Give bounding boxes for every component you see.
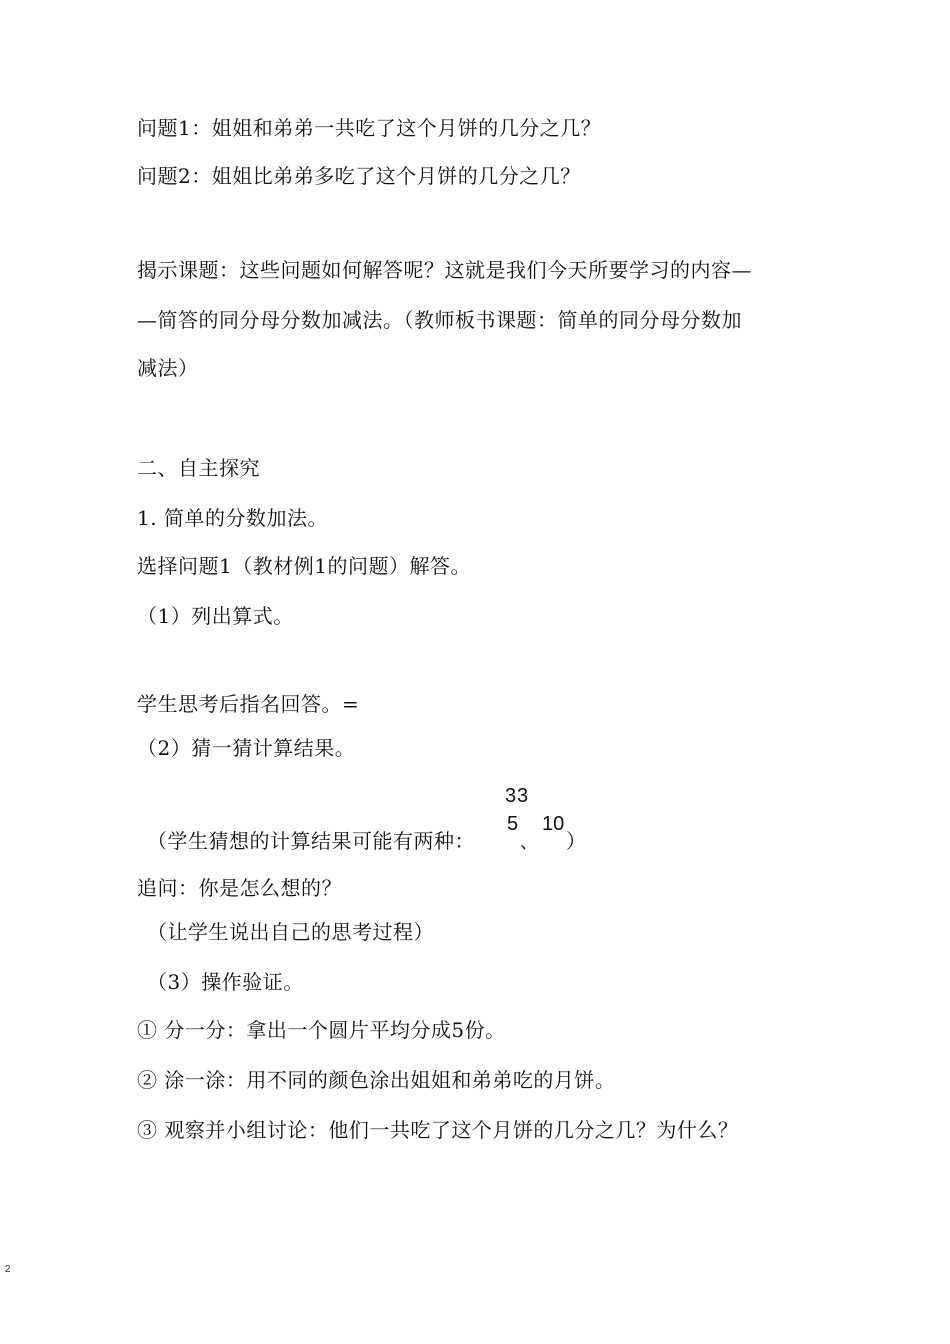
fraction-2-denominator: 10: [542, 813, 565, 835]
topic-line-1: 揭示课题：这些问题如何解答呢？这就是我们今天所要学习的内容—: [137, 258, 752, 282]
activity-1-line: ① 分一分：拿出一个圆片平均分成5份。: [137, 1018, 506, 1042]
subsection-heading: 1. 简单的分数加法。: [137, 506, 328, 530]
question-1: 问题1：姐姐和弟弟一共吃了这个月饼的几分之几？: [137, 116, 602, 140]
step-3-line: （3）操作验证。: [147, 970, 304, 994]
step-1-line: （1）列出算式。: [137, 604, 294, 628]
guess-separator: 、: [520, 832, 539, 853]
page-number: 2: [5, 1264, 11, 1275]
section-heading: 二、自主探究: [137, 456, 260, 480]
guess-prefix: （学生猜想的计算结果可能有两种：: [147, 829, 475, 853]
fraction-2-numerator: 3: [517, 785, 529, 807]
question-2: 问题2：姐姐比弟弟多吃了这个月饼的几分之几？: [137, 164, 581, 188]
follow-up-question: 追问：你是怎么想的？: [137, 876, 342, 900]
fraction-1-denominator: 5: [507, 813, 519, 835]
topic-line-2: —简答的同分母分数加减法。（教师板书课题：简单的同分母分数加: [137, 308, 742, 332]
topic-line-3: 减法）: [137, 356, 199, 380]
student-answer-line: 学生思考后指名回答。=: [137, 692, 360, 716]
choose-question-line: 选择问题1（教材例1的问题）解答。: [137, 554, 471, 578]
step-2-line: （2）猜一猜计算结果。: [137, 736, 356, 760]
fraction-1-numerator: 3: [505, 785, 517, 807]
activity-3-line: ③ 观察并小组讨论：他们一共吃了这个月饼的几分之几？为什么？: [137, 1118, 739, 1142]
thinking-process-line: （让学生说出自己的思考过程）: [147, 920, 434, 944]
activity-2-line: ② 涂一涂：用不同的颜色涂出姐姐和弟弟吃的月饼。: [137, 1068, 616, 1092]
guess-suffix: ）: [566, 829, 587, 853]
